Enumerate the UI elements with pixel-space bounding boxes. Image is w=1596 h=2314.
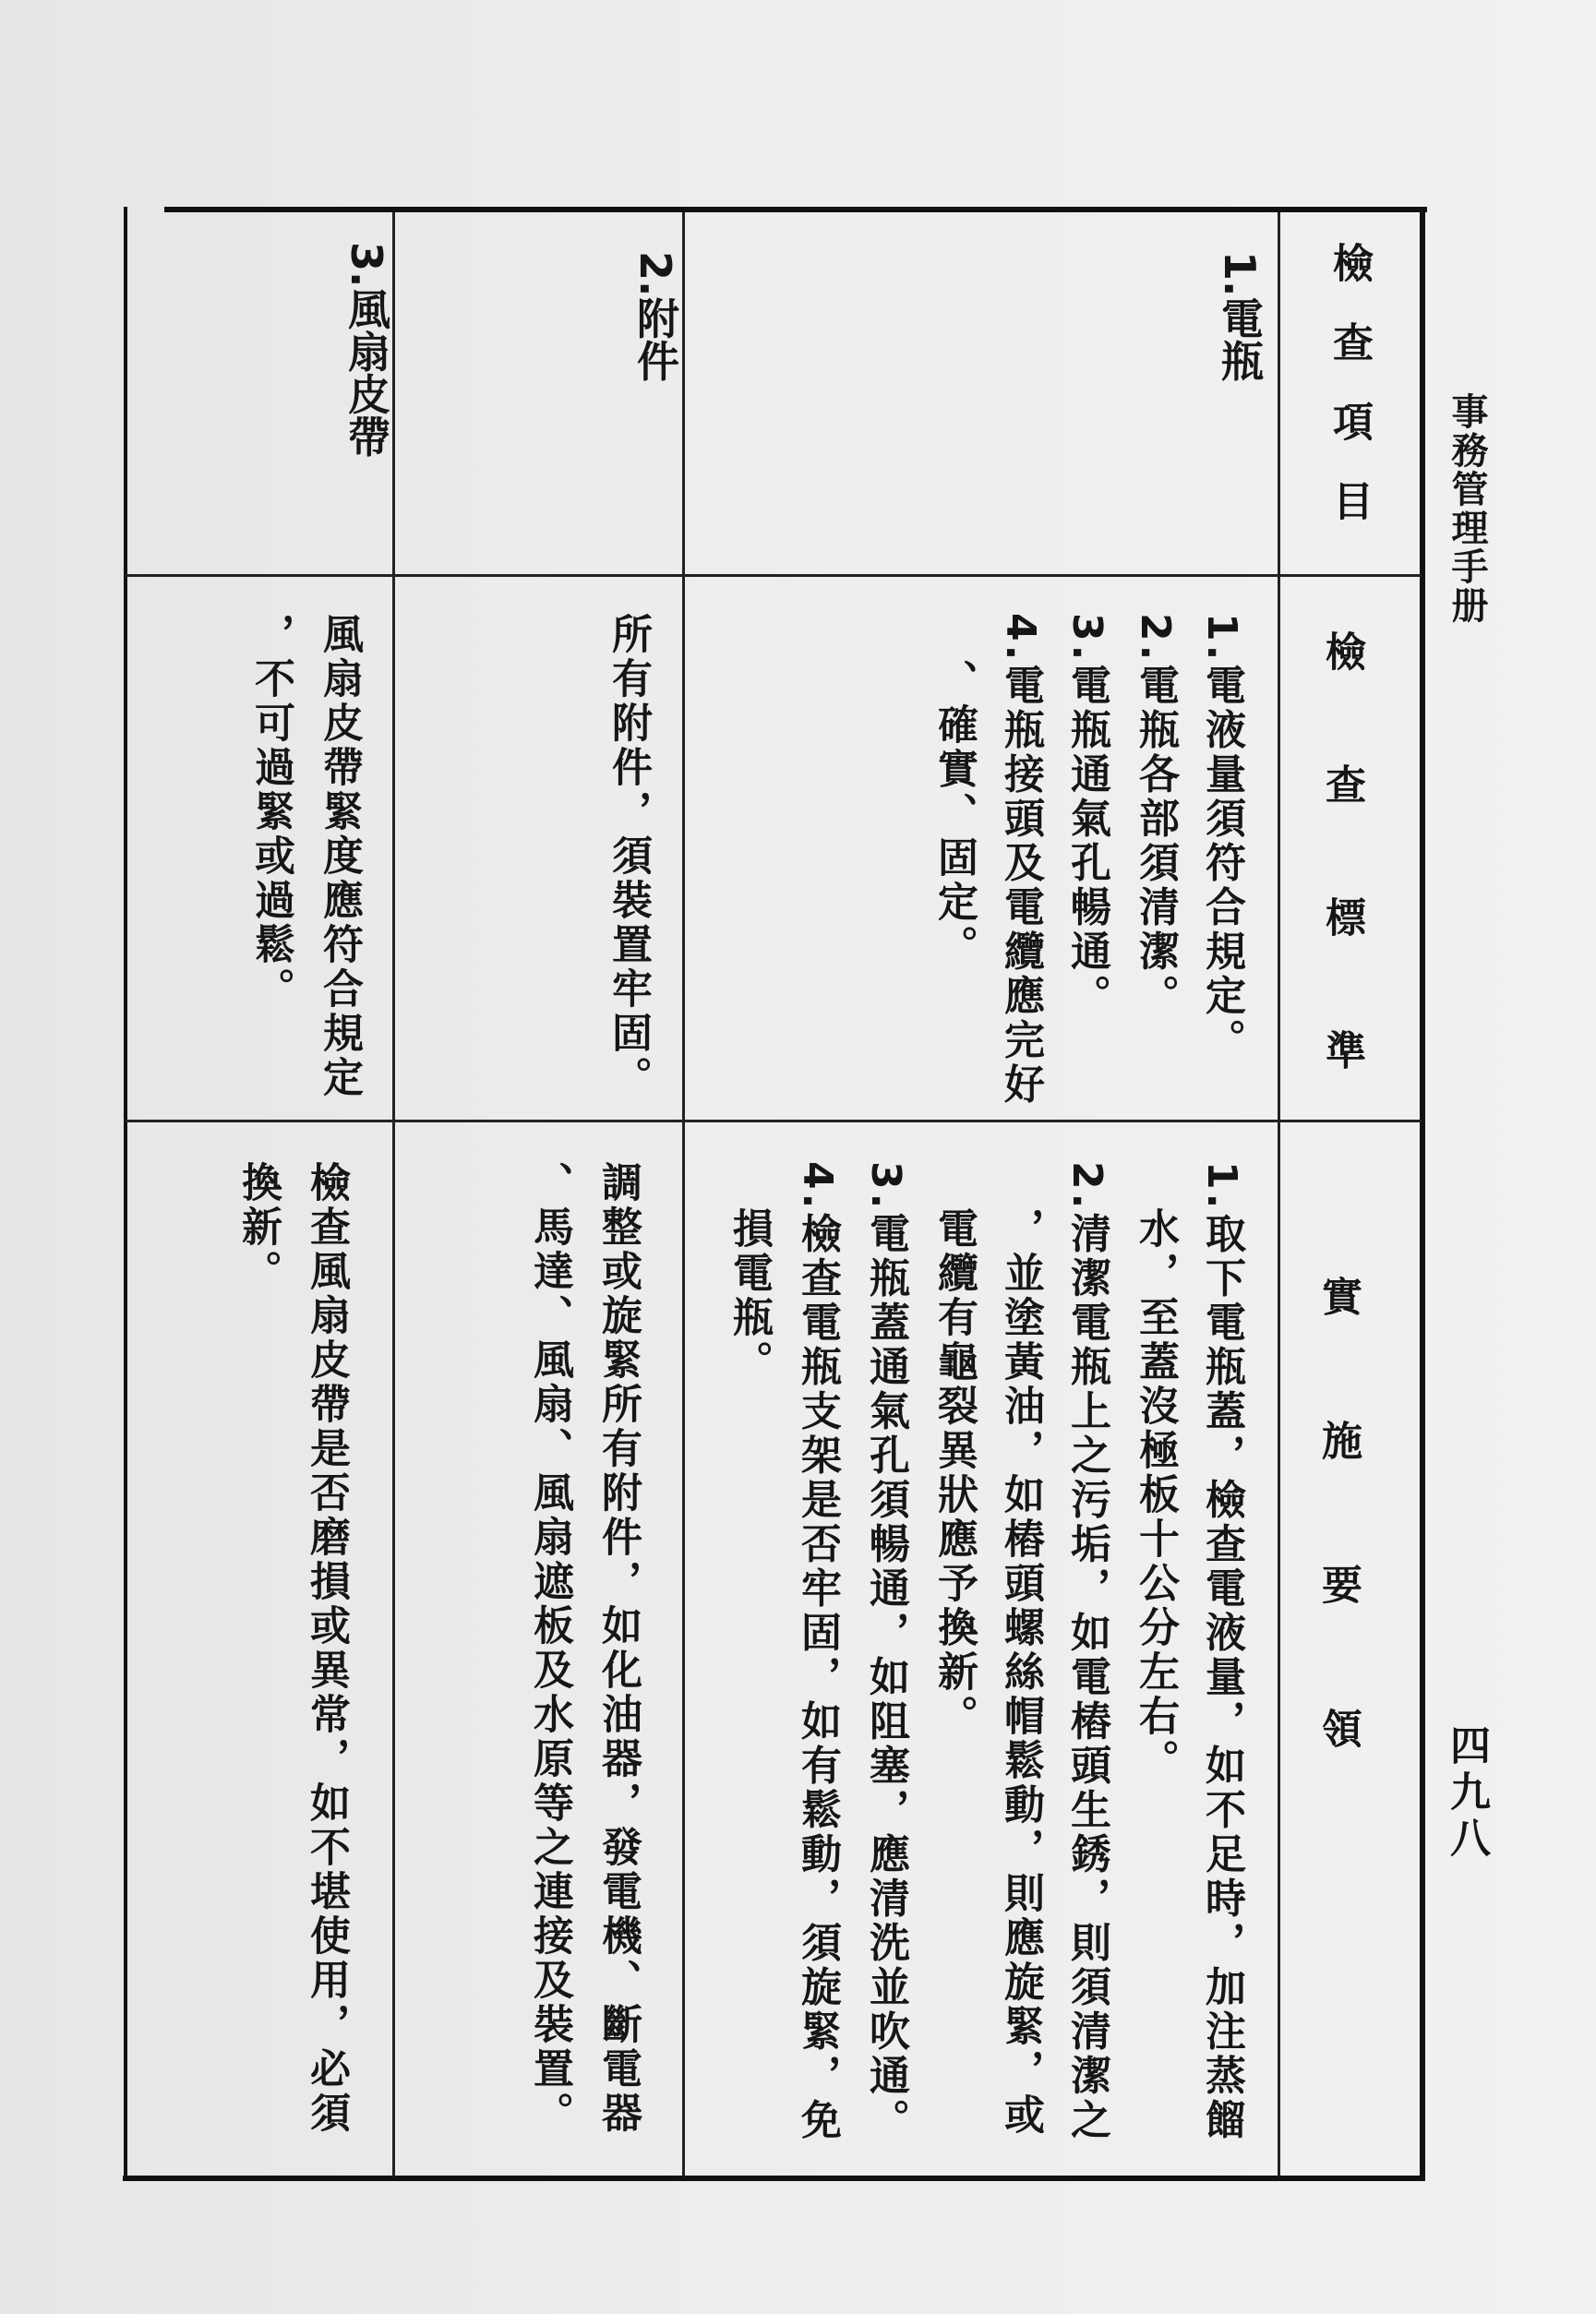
method-1-4: 4.檢查電瓶支架是否牢固，如有鬆動，須旋緊，免 xyxy=(794,1161,841,2143)
item-number: 3. xyxy=(342,242,391,288)
table-top-rule xyxy=(164,207,1427,212)
running-title: 事務管理手册 xyxy=(1446,392,1489,625)
item-number: 1. xyxy=(1215,251,1265,297)
standard-1-2: 2.電瓶各部須清潔。 xyxy=(1132,613,1179,1019)
column-divider-item-standard xyxy=(126,574,1422,577)
method-3-1: 檢查風扇皮帶是否磨損或異常，如不堪使用，必須 xyxy=(303,1161,350,2136)
item-accessories xyxy=(632,251,678,381)
table-right-rule xyxy=(1420,207,1425,2181)
method-2-1: 調整或旋緊所有附件，如化油器，發電機、斷電器 xyxy=(594,1161,642,2136)
item-number: 2. xyxy=(630,251,680,297)
method-1-2-cont-a: ，並塗黃油，如樁頭螺絲帽鬆動，則應旋緊，或 xyxy=(997,1207,1044,2138)
item-battery xyxy=(1217,251,1263,381)
row-divider-2-3 xyxy=(392,212,395,2176)
standard-1-4-cont: 、確實、固定。 xyxy=(930,659,978,969)
header-row-divider xyxy=(1278,212,1280,2176)
page-number: 四九八 xyxy=(1443,1724,1490,1863)
table-bottom-rule xyxy=(123,2176,1424,2181)
standard-1-4: 4.電瓶接頭及電纜應完好 xyxy=(997,613,1044,1108)
header-standard: 檢查標準 xyxy=(1318,630,1365,1162)
standard-3-1-cont: ，不可過緊或過鬆。 xyxy=(247,613,294,1012)
item-fan-belt xyxy=(343,242,390,457)
method-1-2: 2.清潔電瓶上之污垢，如電樁頭生銹，則須清潔之 xyxy=(1063,1161,1110,2143)
column-divider-standard-method xyxy=(126,1120,1422,1122)
method-1-2-cont-b: 電纜有龜裂異狀應予換新。 xyxy=(930,1207,978,1739)
method-1-3: 3.電瓶蓋通氣孔須暢通，如阻塞，應清洗並吹通。 xyxy=(862,1161,909,2143)
standard-1-3: 3.電瓶通氣孔暢通。 xyxy=(1063,613,1110,1019)
method-1-4-cont: 損電瓶。 xyxy=(726,1207,773,1385)
header-item: 檢查項目 xyxy=(1326,242,1373,559)
standard-3-1: 風扇皮帶緊度應符合規定 xyxy=(316,613,363,1100)
method-1-1: 1.取下電瓶蓋，檢查電液量，如不足時，加注蒸餾 xyxy=(1198,1161,1245,2143)
row-divider-1-2 xyxy=(682,212,685,2176)
method-3-1-cont: 換新。 xyxy=(234,1161,282,1294)
show-through: ⠀ xyxy=(1043,277,1086,306)
table-left-rule xyxy=(124,207,127,2181)
standard-2-1: 所有附件，須裝置牢固。 xyxy=(605,613,652,1100)
item-label: 附件 xyxy=(630,296,680,382)
item-label: 電瓶 xyxy=(1215,296,1265,382)
item-label: 風扇皮帶 xyxy=(342,287,391,458)
header-method: 實施要領 xyxy=(1314,1276,1362,1852)
standard-1-1: 1.電液量須符合規定。 xyxy=(1198,613,1245,1063)
method-2-1-cont: 、馬達、風扇、風扇遮板及水原等之連接及裝置。 xyxy=(526,1161,573,2136)
method-1-1-cont: 水，至蓋沒極板十公分左右。 xyxy=(1132,1207,1179,1783)
